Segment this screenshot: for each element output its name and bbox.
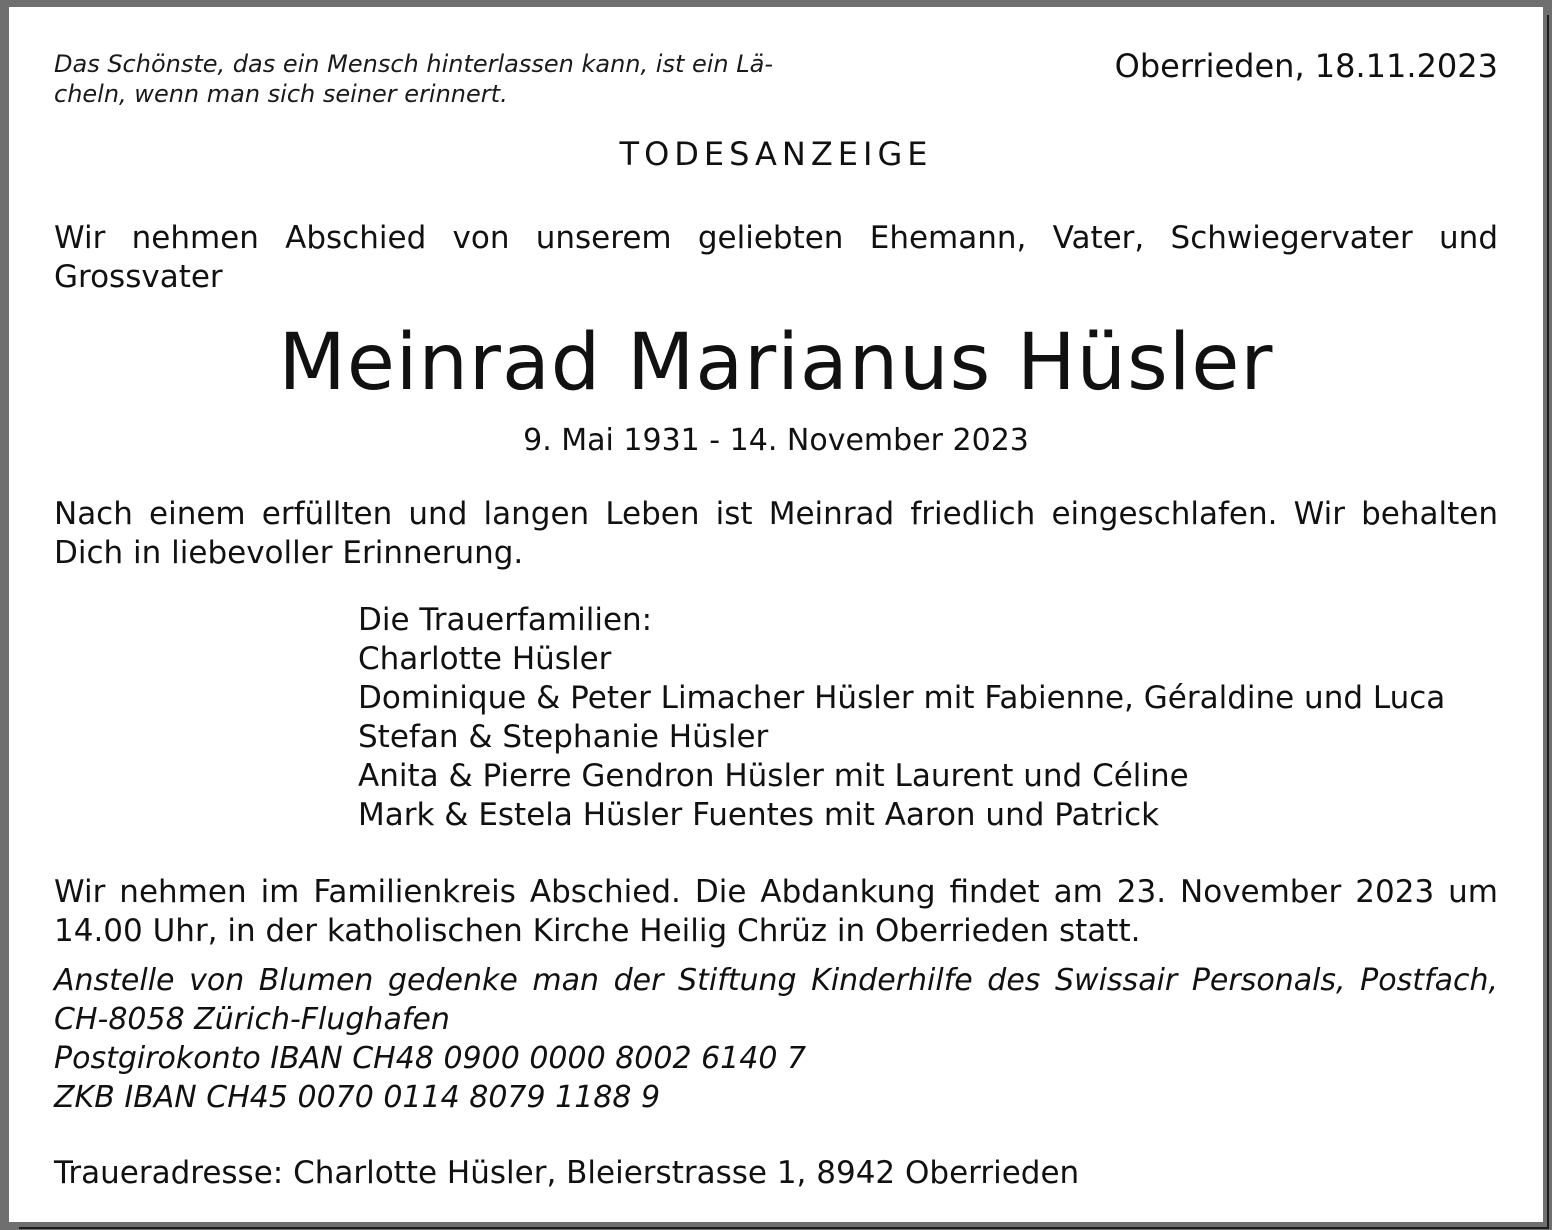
motto-line-2: cheln, wenn man sich seiner erinnert. xyxy=(54,80,508,108)
family-member: Stefan & Stephanie Hüsler xyxy=(358,719,769,755)
life-dates: 9. Mai 1931 - 14. November 2023 xyxy=(523,423,1029,458)
mourning-families xyxy=(358,601,1508,835)
family-member: Charlotte Hüsler xyxy=(358,641,612,677)
donation-info xyxy=(54,961,1498,1117)
deceased-name: Meinrad Marianus Hüsler xyxy=(278,318,1274,408)
memorial-text: Nach einem erfüllten und langen Leben ist Meinrad friedlich eingeschlafen. Wir behalten Dich in liebevoller Erinnerung. xyxy=(54,496,1498,571)
motto-line-1: Das Schönste, das ein Mensch hinterlassen kann, ist ein Lä- xyxy=(54,50,773,78)
donation-account-postgiro: Postgirokonto IBAN CH48 0900 0000 8002 6140 7 xyxy=(54,1041,807,1076)
family-member: Anita & Pierre Gendron Hüsler mit Laurent und Céline xyxy=(358,758,1189,794)
intro-text: Wir nehmen Abschied von unserem geliebten Ehemann, Vater, Schwiegervater und Grossvater xyxy=(54,220,1498,295)
notice-heading: TODESANZEIGE xyxy=(619,135,933,173)
family-member: Mark & Estela Hüsler Fuentes mit Aaron und Patrick xyxy=(358,797,1160,833)
donation-text: Anstelle von Blumen gedenke man der Stiftung Kinderhilfe des Swissair Personals, Postfach, CH-8058 Zürich-Flughafen xyxy=(54,963,1498,1037)
place-date: Oberrieden, 18.11.2023 xyxy=(1114,47,1498,85)
families-title: Die Trauerfamilien: xyxy=(358,602,653,638)
donation-account-zkb: ZKB IBAN CH45 0070 0114 8079 1188 9 xyxy=(54,1080,661,1115)
ceremony-info: Wir nehmen im Familienkreis Abschied. Die Abdankung findet am 23. November 2023 um 14.00 Uhr, in der katholischen Kirche Heilig Chrüz in Oberrieden statt. xyxy=(54,874,1498,949)
family-member: Dominique & Peter Limacher Hüsler mit Fabienne, Géraldine und Luca xyxy=(358,680,1446,716)
motto-quote xyxy=(54,49,774,109)
mourning-address: Traueradresse: Charlotte Hüsler, Bleierstrasse 1, 8942 Oberrieden xyxy=(54,1155,1080,1191)
